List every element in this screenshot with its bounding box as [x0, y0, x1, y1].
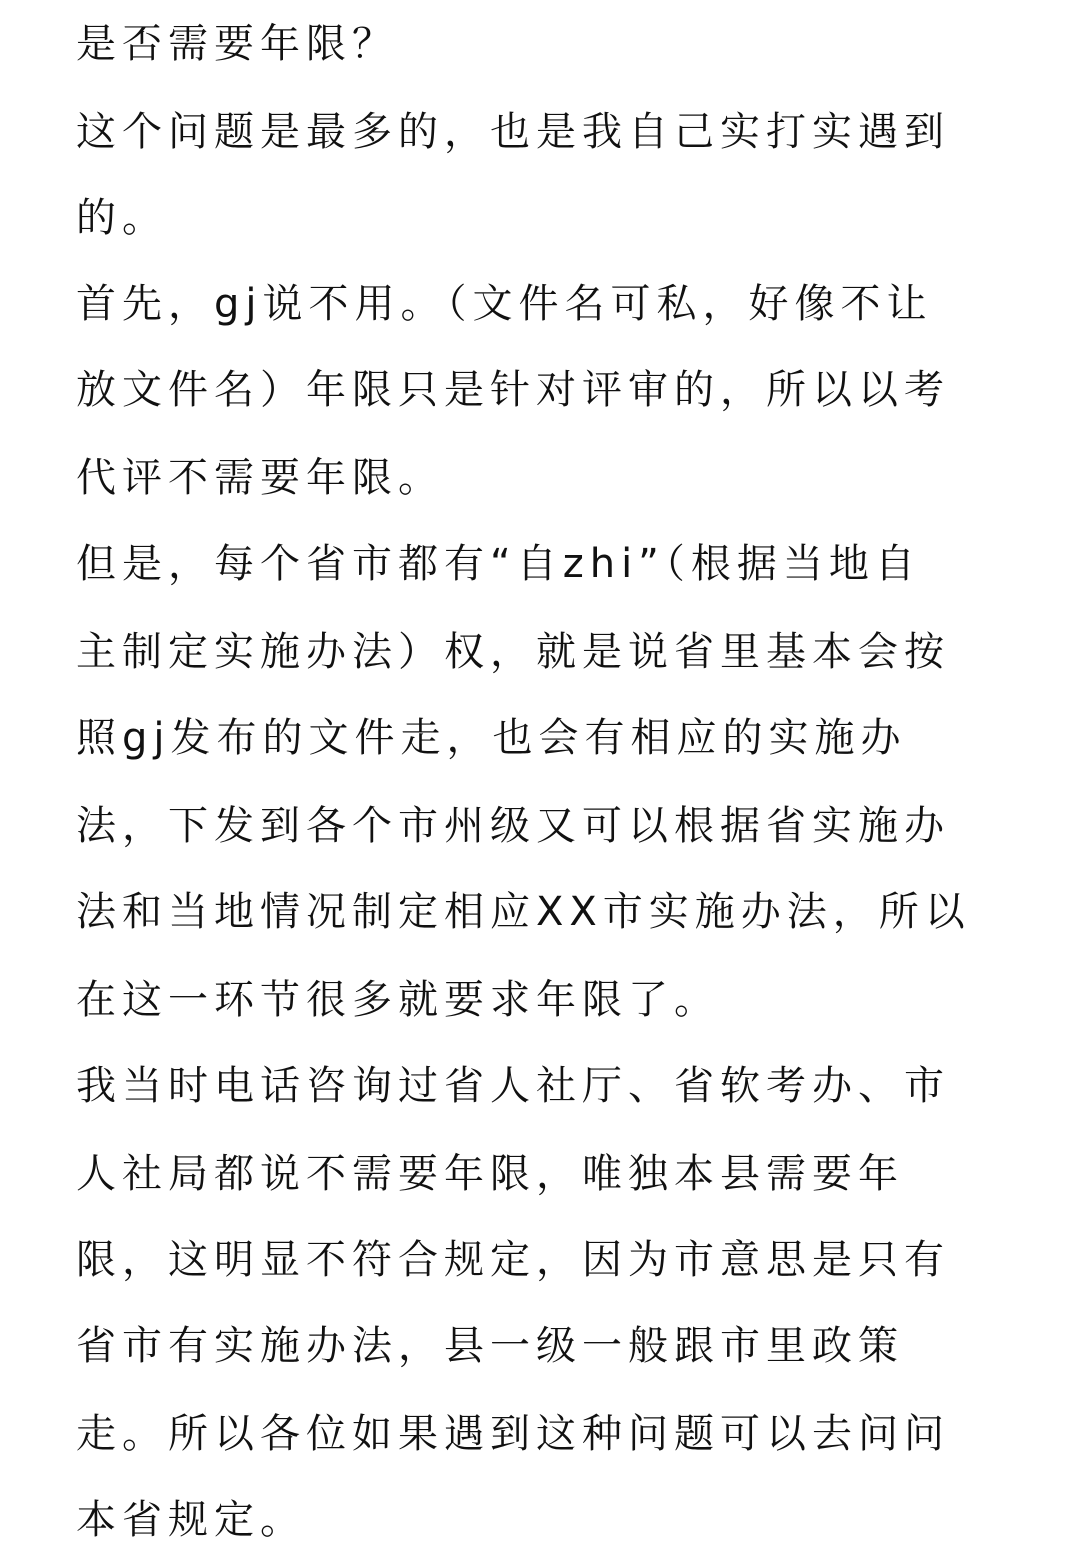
note-line: 这个问题是最多的，也是我自己实打实遇到 — [76, 109, 950, 155]
note-line: 的。 — [76, 195, 168, 241]
note-line: 限，这明显不符合规定，因为市意思是只有 — [76, 1237, 950, 1283]
note-line: 首先，gj说不用。（文件名可私，好像不让 — [76, 281, 933, 327]
note-line: 法，下发到各个市州级又可以根据省实施办 — [76, 803, 950, 849]
note-line: 照gj发布的文件走，也会有相应的实施办 — [76, 715, 907, 761]
note-line: 在这一环节很多就要求年限了。 — [76, 977, 720, 1023]
note-line: 法和当地情况制定相应XX市实施办法，所以 — [76, 889, 971, 935]
note-line: 是否需要年限？ — [76, 21, 398, 67]
note-line: 但是，每个省市都有“自zhi”（根据当地自 — [76, 541, 921, 587]
note-line: 省市有实施办法，县一级一般跟市里政策 — [76, 1323, 904, 1369]
note-line: 本省规定。 — [76, 1497, 306, 1543]
note-line: 代评不需要年限。 — [76, 455, 444, 501]
note-line: 主制定实施办法）权，就是说省里基本会按 — [76, 629, 950, 675]
note-line: 放文件名）年限只是针对评审的，所以以考 — [76, 367, 950, 413]
note-line: 走。所以各位如果遇到这种问题可以去问问 — [76, 1411, 950, 1457]
note-line: 人社局都说不需要年限，唯独本县需要年 — [76, 1151, 904, 1197]
note-line: 我当时电话咨询过省人社厅、省软考办、市 — [76, 1063, 950, 1109]
